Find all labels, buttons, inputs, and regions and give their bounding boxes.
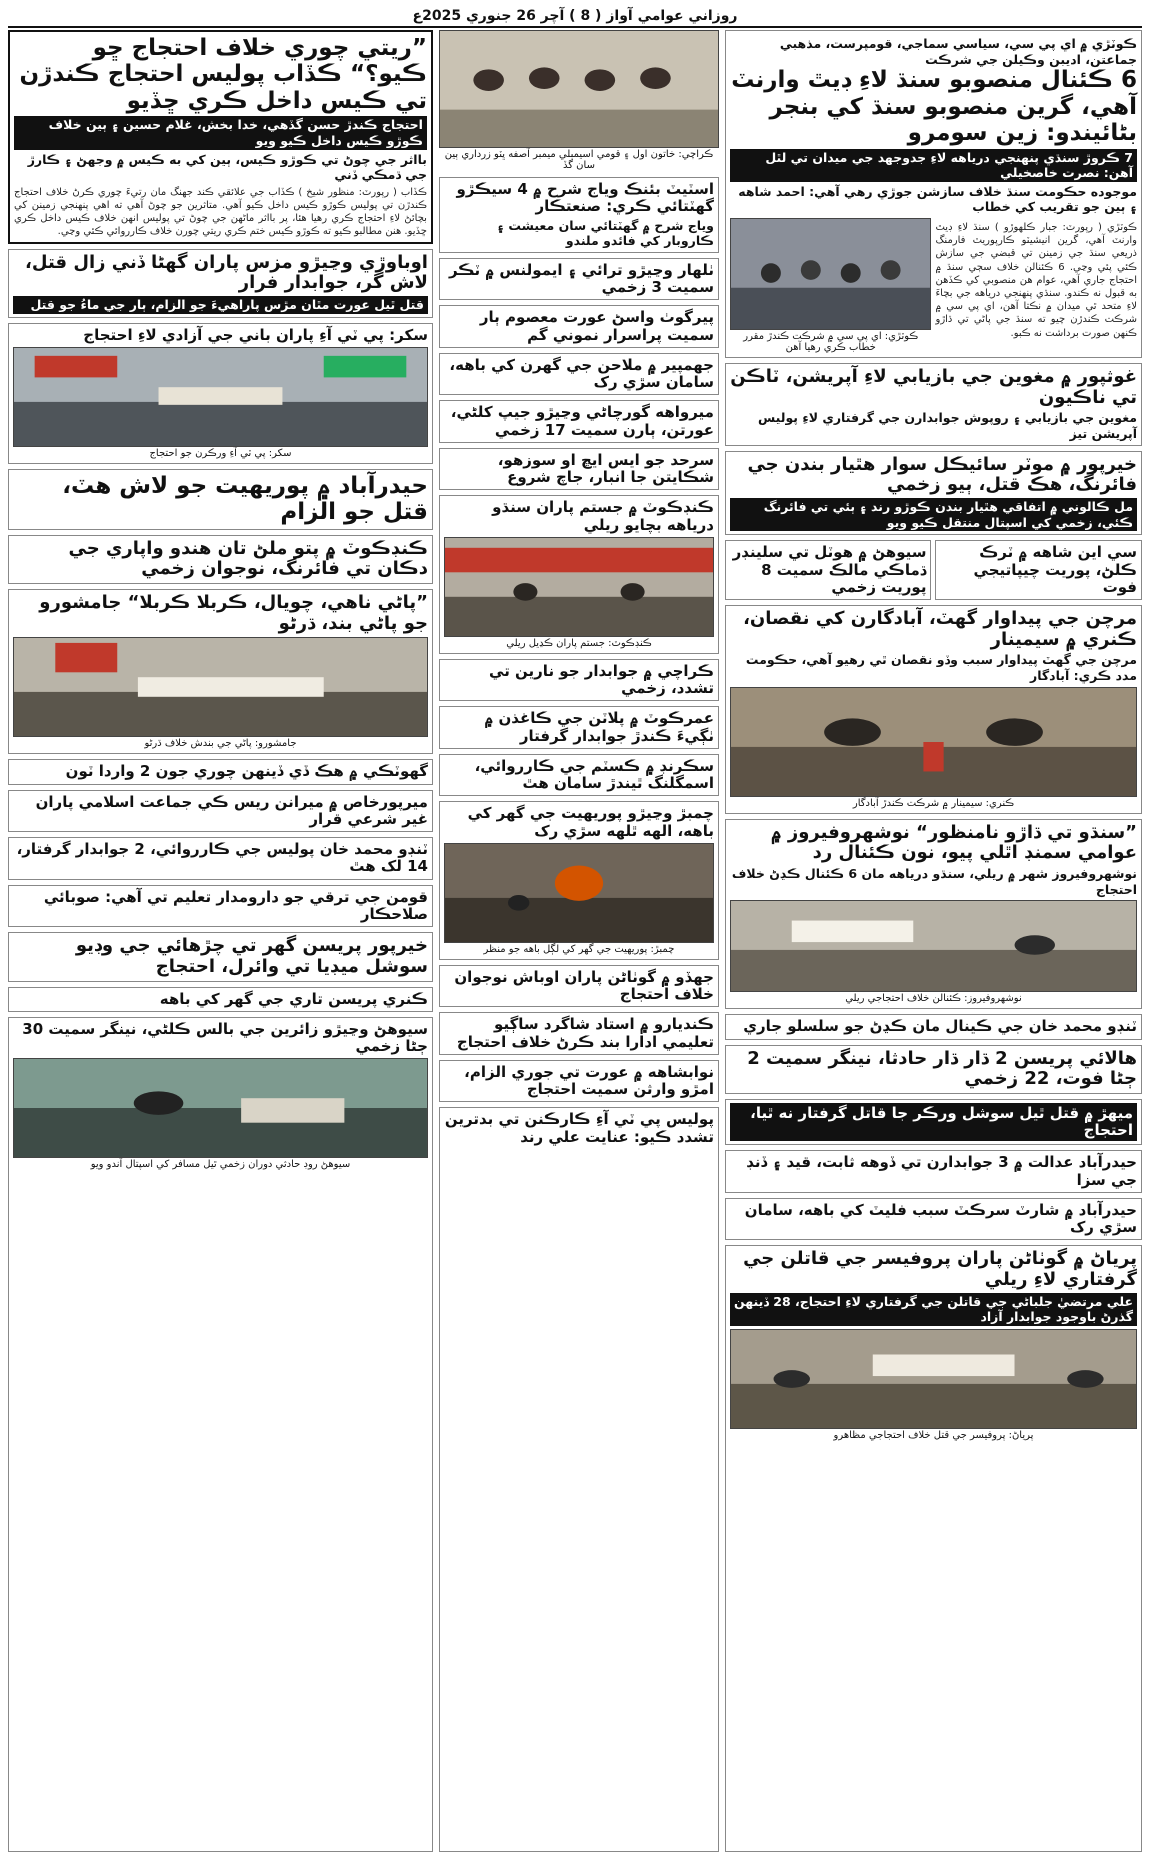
- story-sakrand-customs: [439, 754, 719, 797]
- story-body: ڪڏاب ( رپورٽ: منظور شيخ ) ڪڏاب جي علائقي ڪند جهنگ مان رتيءَ چوري ڪرڻ خلاف احتجاج ڪندڙن تي پوليس ڪوڙو ڪيس داخل ڪيو آهي. متاثرين جو چوڻ آهي ته اهي پنهنجي زمينن کي بچائڻ لاءِ احتجاج ڪري رهيا هئا، پر بااثر ماڻهن جي چوڻ تي پوليس انهن خلاف ڪيس داخل ڪري ڇڏيو. هنن مطالبو ڪيو ته ڪوڙو ڪيس ختم ڪري ريتي چورن خلاف ڪارروائي ڪئي وڃي.: [14, 186, 427, 238]
- story-headline: خيرپور پريسن گهر تي چڙهائي جي وڊيو سوشل ميڊيا تي وائرل، احتجاج: [75, 935, 428, 977]
- story-chambar-fire: [439, 801, 719, 960]
- news-photo: [439, 30, 719, 148]
- story-kandhkot-firing: [8, 535, 433, 584]
- middle-column: [439, 30, 719, 1852]
- story-headline: ميهڙ ۾ قتل ٿيل سوشل ورڪر جا قاتل گرفتار نه ٿيا، احتجاج: [730, 1103, 1137, 1142]
- story-hyderabad-body: [8, 469, 433, 530]
- story-nawabshah-protest: [439, 1060, 719, 1103]
- story-jhimpir-fire: [439, 353, 719, 396]
- news-photo: [444, 537, 714, 637]
- story-headline: جهڏو ۾ گوٺاڻن پاران اوباش نوجوان خلاف احتجاج: [454, 967, 714, 1003]
- photo-caption: پرياڻ: پروفيسر جي قتل خلاف احتجاجي مظاهرو: [730, 1429, 1137, 1442]
- story-headline: سي اين شاهه ۾ ٽرڪ ڪلڻ، پوريت چيپاتيجي فوت: [973, 543, 1137, 596]
- story-mirpurkhas-race: [8, 790, 433, 833]
- news-photo: [13, 1058, 428, 1158]
- story-subheadline: علي مرتضيٰ جلباڻي جي قاتلن جي گرفتاري لاءِ احتجاج، 28 ڏينهن گذرڻ باوجود جوابدار آزاد: [730, 1293, 1137, 1326]
- story-headline: ڪنديارو ۾ استاد شاگرد ساڳيو تعليمي ادارا بند ڪرڻ خلاف احتجاج: [456, 1015, 714, 1051]
- story-headline: سرحد جو ايس ايڇ او سوزهو، شڪايتن جا انبار، جاچ شروع: [497, 450, 714, 486]
- story-pryan-rally: [725, 1245, 1142, 1852]
- story-sehwan-bus: [8, 1017, 433, 1852]
- story-headline: ڪنڊڪوٽ ۾ جستم پاران سنڌو درياهه بچايو ريلي: [492, 498, 714, 534]
- story-mehar-protest: [725, 1099, 1142, 1146]
- story-headline: ”سنڌو تي ڌاڙو نامنظور“ نوشهروفيروز ۾ عوامي سمنڊ اٿلي پيو، نون ڪئنال رد: [771, 821, 1137, 864]
- story-umarkot-arrest: [439, 706, 719, 749]
- masthead: روزاني عوامي آواز ( 8 ) آچر 26 جنوري 2025ع: [8, 6, 1142, 28]
- news-photo: [730, 218, 932, 330]
- news-photo: [444, 843, 714, 943]
- story-headline: پوليس پي ٽي آءِ ڪارڪنن تي بدترين تشدد ڪيو: عنايت علي رند: [444, 1110, 714, 1146]
- story-headline: سيوهڻ ۾ هوٽل تي سلينڊر ڌماڪي مالڪ سميت 8 پوريت زخمي: [732, 543, 927, 596]
- story-headline: ڪراچي ۾ جوابدار جو نارين تي تشدد، زخمي: [489, 661, 714, 697]
- story-kandhkot-rally: [439, 495, 719, 654]
- story-subheadline: وياج شرح ۾ گهٽتائي سان معيشت ۽ ڪاروبار کي فائدو ملندو: [496, 217, 714, 249]
- story-headline: جهمپير ۾ ملاحن جي گهرن کي باهه، سامان سڙي رک: [449, 355, 714, 391]
- story-jamshoro-water: [8, 589, 433, 754]
- story-mirwah-jeep: [439, 400, 719, 443]
- story-headline: غوثپور ۾ مغوين جي بازيابي لاءِ آپريشن، ٽاڪن تي ناڪيون: [730, 366, 1137, 408]
- story-headline: اوباوڙي وڃيڙو مزس پاران گهڻا ڏني زال قتل، لاش گر، جوابدار فرار: [25, 251, 428, 294]
- story-sarhad-sho: [439, 448, 719, 491]
- story-kandiaro-protest: [439, 1012, 719, 1055]
- news-photo: [13, 347, 428, 447]
- story-headline: چمبڙ وڃيڙو پوريهيت جي گهر کي باهه، الهه ٿلهه سڙي رک: [467, 804, 714, 840]
- photo-caption: سيوهڻ روڊ حادثي دوران زخمي ٿيل مسافر کي اسپتال آندو ويو: [13, 1158, 428, 1171]
- story-headline: ”ريتي چوري خلاف احتجاج ڇو ڪيو؟“ ڪڏاب پوليس احتجاج ڪندڙن تي ڪيس داخل ڪري ڇڏيو: [19, 35, 427, 114]
- story-pirgoth-missing: [439, 305, 719, 348]
- story-headline: ميرواهه گورچاڻي وڃيڙو جيپ کلڻي، عورتن، ٻارن سميت 17 زخمي: [450, 403, 714, 439]
- story-subheadline: قتل ٿيل عورت مٿان مڙس پاراهيءَ جو الزام، ٻار جي ماءُ جو قتل: [13, 296, 428, 314]
- story-headline: ڪنڊڪوٽ ۾ پتو ملڻ تان هندو واپاري جي دڪان تي فائرنگ، نوجوان زخمي: [68, 537, 428, 580]
- story-subheadline: احتجاج ڪندڙ حسن گڏھي، خدا بخش، غلام حسين ۽ ٻين خلاف ڪوڙو ڪيس داخل ڪيو ويو: [14, 116, 427, 149]
- story-khairpur-video: [8, 932, 433, 981]
- news-photo: [730, 1329, 1137, 1429]
- story-headline: هالائي پريسن 2 ڌار ڌار حادثا، نينگر سميت 2 ڄڻا فوت، 22 زخمي: [747, 1047, 1137, 1090]
- story-naushahro-rally: [725, 819, 1142, 1010]
- photo-caption: ڪراچي: خاتون اول ۽ قومي اسيمبلي ميمبر آصفه ڀٽو زرداري ٻين سان گڏ: [439, 148, 719, 172]
- story-interest-rate: [439, 177, 719, 253]
- story-headline: گهوٽڪي ۾ هڪ ڏي ڏينهن چوري جون 2 واردا ٽون: [65, 762, 428, 781]
- photo-caption: نوشهروفيروز: ڪئنالن خلاف احتجاجي ريلي: [730, 992, 1137, 1005]
- story-obaro-murder: [8, 249, 433, 318]
- story-sehwan-blast: [725, 540, 932, 600]
- story-education: [8, 885, 433, 928]
- story-tando-canal: [725, 1014, 1142, 1039]
- photo-caption: جامشورو: پاڻي جي بندش خلاف ڌرڻو: [13, 737, 428, 750]
- story-headline: مرچن جي پيداوار گهٽ، آبادگارن کي نقصان، ڪنري ۾ سيمينار: [743, 608, 1137, 650]
- story-sukkur-pti: [8, 323, 433, 464]
- story-headline: 6 ڪئنال منصوبو سنڌ لاءِ ڊيٿ وارنٽ آهي، گرين منصوبو سنڌ کي بنجر بڻائيندو: زين سومرو: [731, 67, 1137, 147]
- story-kunri-fire: [8, 987, 433, 1012]
- story-chilli-seminar: [725, 605, 1142, 814]
- story-subheadline: مغوين جي بازيابي ۽ روپوش جوابدارن جي گرفتاري لاءِ پوليس آپريشن تيز: [758, 410, 1137, 442]
- story-headline: ٺلهار وڃيڙو ترائي ۽ ايمولنس ۾ ٽڪر سميت 3 زخمي: [449, 260, 714, 296]
- story-headline: قومن جي ترقي جو دارومدار تعليم تي آهي: صوبائي صلاحڪار: [43, 887, 428, 923]
- story-subheadline: مرچن جي گهٽ پيداوار سبب وڏو نقصان ٿي رهيو آهي، حڪومت مدد ڪري: آبادگار: [745, 652, 1137, 684]
- story-headline: ڪنري پريسن تاري جي گهر کي باهه: [159, 989, 428, 1008]
- story-subheadline: نوشهروفيروز شهر ۾ ريلي، سنڌو درياهه مان 6 ڪئنال ڪڍڻ خلاف احتجاج: [731, 866, 1137, 897]
- photo-caption: ڪنري: سيمينار ۾ شرڪت ڪندڙ آبادگار: [730, 797, 1137, 810]
- photo-caption: ڪوٽڙي: اي پي سي ۾ شرڪت ڪندڙ مقرر خطاب ڪري رهيا آهن: [730, 330, 932, 354]
- story-headline: حيدرآباد ۾ شارٽ سرڪٽ سبب فليٽ کي باهه، سامان سڙي رک: [744, 1200, 1137, 1237]
- news-photo: [730, 900, 1137, 992]
- left-column: [8, 30, 433, 1852]
- story-headline: خيرپور ۾ موٽر سائيڪل سوار هٿيار بندن جي فائرنگ، هڪ قتل، ٻيو زخمي: [747, 453, 1137, 496]
- story-jhuddo-protest: [439, 965, 719, 1008]
- story-tando-police: [8, 837, 433, 880]
- story-headline: اسٽيٽ بئنڪ وياج شرح ۾ 4 سيڪڙو گهٽتائي ڪري: صنعتڪار: [456, 180, 714, 216]
- story-thalhar-accident: [439, 258, 719, 301]
- story-headline: سڪرنڊ ۾ ڪسٽم جي ڪارروائي، اسمگلنگ ٿيندڙ سامان هٿ: [474, 756, 714, 792]
- story-subheadline: 7 ڪروڙ سنڌي پنهنجي درياهه لاءِ جدوجهد جي ميدان تي لٿل آهن: نصرت خاصخيلي: [730, 149, 1137, 182]
- story-headline: ميرپورخاص ۾ ميرانن ريس ڪي جماعت اسلامي پاران غير شرعي قرار: [35, 792, 428, 828]
- story-subheadline-2: موجوده حڪومت سنڌ خلاف سازشن جوڙي رهي آهي: احمد شاهه ۽ ٻين جو تقريب کي خطاب: [738, 183, 1137, 215]
- story-headline: ٽنڊو محمد خان پوليس جي ڪارروائي، 2 جوابدار گرفتار، 14 لک هٿ: [16, 840, 428, 876]
- story-headline: ٽنڊو محمد خان جي ڪينال مان ڪڍڻ جو سلسلو جاري: [743, 1017, 1137, 1036]
- story-hyderabad-fire: [725, 1198, 1142, 1241]
- photo-caption: ڪنڊڪوٽ: جستم پاران ڪڍيل ريلي: [444, 637, 714, 650]
- story-subheadline-2: بااثر جي چوڻ تي ڪوڙو ڪيس، ٻين کي به ڪيس ۾ وجهڻ ۽ ڪارڙ جي ڌمڪي ڏني: [27, 151, 427, 183]
- right-column: [725, 30, 1142, 1852]
- columns: [8, 30, 1142, 1852]
- story-headline: حيدرآباد ۾ پوريهيت جو لاش هٽ، قتل جو الزام: [62, 472, 428, 526]
- story-hyderabad-court: [725, 1150, 1142, 1193]
- story-karachi-torture: [439, 659, 719, 702]
- news-photo: [13, 637, 428, 737]
- story-body: ڪوٽڙي ( رپورٽ: جبار ڪلهوڙو ) سنڌ لاءِ ڊيٿ وارنٽ آهي، گرين انيشيٽو ڪارپوريٽ فارمنگ ذريعي سنڌ جي زمينن تي قبضي جي سازش ڪئي پئي وڃي. 6 ڪئنالن خلاف سڄي سنڌ ۾ احتجاج جاري آهي، عوام هن منصوبي کي ڪڏهن به قبول نه ڪندو. سنڌي پنهنجي درياهه جي بچاءَ لاءِ متحد ٿي ميدان ۾ نڪتا آهن، اي پي سي ۾ شرڪت ڪندڙن چيو ته سنڌ جي پاڻي تي ڌاڙو ڪنهن صورت برداشت نه ڪبو.: [935, 222, 1137, 339]
- photo-caption: سکر: پي ٽي آءِ ورڪرن جو احتجاج: [13, 447, 428, 460]
- story-headline: حيدرآباد عدالت ۾ 3 جوابدارن تي ڏوهه ثابت، قيد ۽ ڏنڊ جي سزا: [746, 1153, 1137, 1189]
- story-headline: نوابشاهه ۾ عورت تي جوري الزام، امڙو وارثن سميت احتجاج: [464, 1062, 714, 1098]
- story-ghotki-operation: [725, 363, 1142, 446]
- story-headline: پيرگوٺ واسڻ عورت معصوم ٻار سميت پراسرار نموني گم: [479, 308, 714, 344]
- story-subheadline: مل ڪالوني ۾ اتفاقي هٿيار بندن ڪوڙو رند ۽ ٻئي تي فائرنگ ڪئي، زخمي کي اسپتال منتقل ڪيو ويو: [730, 498, 1137, 531]
- story-headline: سکر: پي ٽي آءِ پاران باني جي آزادي لاءِ احتجاج: [83, 325, 428, 344]
- story-headline: سيوهڻ وڃيڙو زائرين جي بالس ڪلڻي، نينگر سميت 30 ڄڻا زخمي: [22, 1019, 428, 1056]
- story-kicker: ڪوٽڙي ۾ اي پي سي، سياسي سماجي، قومپرست، مذهبي جماعتن، اديبن وڪيلن جي شرڪت: [779, 36, 1137, 67]
- story-truck-accident: [935, 540, 1142, 600]
- photo-caption: چمبڙ: پوريهيت جي گهر کي لڳل باهه جو منظر: [444, 943, 714, 956]
- story-pti-torture: [439, 1107, 719, 1852]
- story-sand-theft: [8, 30, 433, 244]
- story-headline: عمرڪوٽ ۾ پلاٽن جي ڪاغذن ۾ ٺڳيءَ ڪندڙ جوابدار گرفتار: [484, 709, 714, 745]
- story-headline: ”پاڻي ناهي، چويال، ڪربلا ڪربلا“ جامشورو جو پاڻي بند، ڌرڻو: [39, 592, 428, 634]
- story-canals-apc: [725, 30, 1142, 358]
- story-headline: پرياڻ ۾ گوٺاڻن پاران پروفيسر جي قاتلن جي گرفتاري لاءِ ريلي: [743, 1248, 1137, 1291]
- news-photo: [730, 687, 1137, 797]
- story-khairpur-firing: [725, 451, 1142, 536]
- story-ghotki-theft: [8, 759, 433, 784]
- story-hala-accidents: [725, 1045, 1142, 1094]
